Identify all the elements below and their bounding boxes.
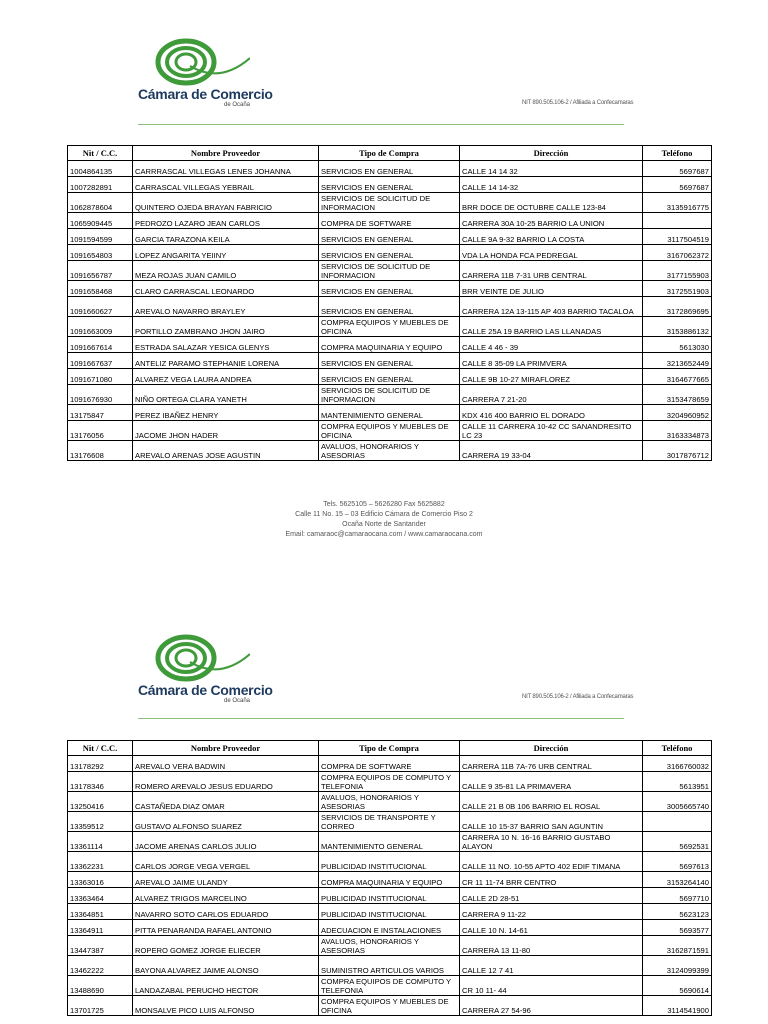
cell-direccion: CARRERA 13 11-80 xyxy=(460,936,643,956)
cell-direccion: CALLE 2D 28-51 xyxy=(460,888,643,904)
cell-telefono: 3204960952 xyxy=(643,405,712,421)
cell-direccion: CARRERA 19 33-04 xyxy=(460,441,643,461)
cell-nombre: MONSALVE PICO LUIS ALFONSO xyxy=(133,996,319,1016)
cell-telefono: 5690614 xyxy=(643,976,712,996)
col-header-telefono: Teléfono xyxy=(643,146,712,161)
cell-direccion: CALLE 25A 19 BARRIO LAS LLANADAS xyxy=(460,317,643,337)
cell-nombre: CARLOS JORGE VEGA VERGEL xyxy=(133,852,319,872)
cell-nit: 1091667637 xyxy=(68,353,133,369)
table-row xyxy=(68,904,712,920)
cell-tipo: SERVICIOS DE SOLICITUD DE INFORMACION xyxy=(319,385,460,405)
cell-nombre: PORTILLO ZAMBRANO JHON JAIRO xyxy=(133,317,319,337)
cell-tipo: SERVICIOS EN GENERAL xyxy=(319,229,460,245)
header-divider xyxy=(138,124,624,125)
cell-nombre: CLARO CARRASCAL LEONARDO xyxy=(133,281,319,297)
cell-tipo: COMPRA MAQUINARIA Y EQUIPO xyxy=(319,872,460,888)
cell-nit: 13364911 xyxy=(68,920,133,936)
brand-name: Cámara de Comercio xyxy=(138,682,273,698)
table-row xyxy=(68,772,712,792)
cell-nombre: AREVALO VERA BADWIN xyxy=(133,756,319,772)
table-header-row xyxy=(68,146,712,161)
col-header-direccion: Dirección xyxy=(460,741,643,756)
cell-tipo: COMPRA DE SOFTWARE xyxy=(319,756,460,772)
cell-telefono: 3005665740 xyxy=(643,792,712,812)
col-header-nombre: Nombre Proveedor xyxy=(133,146,319,161)
cell-nombre: AREVALO ARENAS JOSE AGUSTIN xyxy=(133,441,319,461)
brand-name: Cámara de Comercio xyxy=(138,86,273,102)
cell-telefono: 5697687 xyxy=(643,177,712,193)
cell-nombre: NAVARRO SOTO CARLOS EDUARDO xyxy=(133,904,319,920)
cell-direccion: CARRERA 10 N. 16-16 BARRIO GUSTABO ALAYON xyxy=(460,832,643,852)
cell-direccion: CALLE 21 B 0B 106 BARRIO EL ROSAL xyxy=(460,792,643,812)
table-row xyxy=(68,369,712,385)
cell-nombre: CARRASCAL VILLEGAS YEBRAIL xyxy=(133,177,319,193)
cell-nombre: MEZA ROJAS JUAN CAMILO xyxy=(133,261,319,281)
cell-telefono: 3167062372 xyxy=(643,245,712,261)
cell-direccion: CARRERA 11B 7A-76 URB CENTRAL xyxy=(460,756,643,772)
cell-nombre: ROMERO AREVALO JESUS EDUARDO xyxy=(133,772,319,792)
cell-tipo: COMPRA EQUIPOS Y MUEBLES DE OFICINA xyxy=(319,996,460,1016)
logo-rings-icon xyxy=(150,632,250,684)
cell-tipo: ADECUACION E INSTALACIONES xyxy=(319,920,460,936)
cell-nit: 13701725 xyxy=(68,996,133,1016)
cell-nombre: ESTRADA SALAZAR YESICA GLENYS xyxy=(133,337,319,353)
cell-nit: 1091654803 xyxy=(68,245,133,261)
table-row xyxy=(68,441,712,461)
col-header-tipo: Tipo de Compra xyxy=(319,741,460,756)
cell-nit: 13362231 xyxy=(68,852,133,872)
cell-nombre: LANDAZABAL PERUCHO HECTOR xyxy=(133,976,319,996)
brand-subtitle: de Ocaña xyxy=(224,698,251,704)
cell-nit: 1091663009 xyxy=(68,317,133,337)
col-header-direccion: Dirección xyxy=(460,146,643,161)
cell-tipo: COMPRA EQUIPOS Y MUEBLES DE OFICINA xyxy=(319,317,460,337)
table-row xyxy=(68,956,712,976)
cell-nombre: GUSTAVO ALFONSO SUAREZ xyxy=(133,812,319,832)
cell-direccion: BRR DOCE DE OCTUBRE CALLE 123-84 xyxy=(460,193,643,213)
cell-tipo: SERVICIOS DE SOLICITUD DE INFORMACION xyxy=(319,261,460,281)
cell-tipo: COMPRA EQUIPOS DE COMPUTO Y TELEFONIA xyxy=(319,976,460,996)
cell-nit: 13364851 xyxy=(68,904,133,920)
cell-telefono: 3135916775 xyxy=(643,193,712,213)
cell-nit: 13361114 xyxy=(68,832,133,852)
cell-direccion: KDX 416 400 BARRIO EL DORADO xyxy=(460,405,643,421)
page-2-header xyxy=(0,624,768,724)
cell-nombre: JACOME JHON HADER xyxy=(133,421,319,441)
cell-telefono: 5693577 xyxy=(643,920,712,936)
cell-telefono: 5613951 xyxy=(643,772,712,792)
cell-tipo: SERVICIOS EN GENERAL xyxy=(319,297,460,317)
cell-telefono: 3213652449 xyxy=(643,353,712,369)
providers-table-page-1 xyxy=(67,145,712,461)
table-row xyxy=(68,888,712,904)
cell-direccion: CARRERA 12A 13-115 AP 403 BARRIO TACALOA xyxy=(460,297,643,317)
table-row xyxy=(68,317,712,337)
cell-direccion: VDA LA HONDA FCA PEDREGAL xyxy=(460,245,643,261)
cell-tipo: SERVICIOS EN GENERAL xyxy=(319,369,460,385)
cell-direccion: CALLE 9B 10-27 MIRAFLOREZ xyxy=(460,369,643,385)
cell-tipo: SERVICIOS EN GENERAL xyxy=(319,353,460,369)
table-row xyxy=(68,812,712,832)
cell-nombre: ALVAREZ TRIGOS MARCELINO xyxy=(133,888,319,904)
providers-table-page-2 xyxy=(67,740,712,1016)
table-row xyxy=(68,405,712,421)
cell-tipo: SERVICIOS DE SOLICITUD DE INFORMACION xyxy=(319,193,460,213)
cell-nit: 1091671080 xyxy=(68,369,133,385)
cell-tipo: SERVICIOS EN GENERAL xyxy=(319,245,460,261)
footer-phones: Tels. 5625105 – 5626280 Fax 5625882 xyxy=(323,501,445,508)
table-row xyxy=(68,421,712,441)
cell-nombre: ANTELIZ PARAMO STEPHANIE LORENA xyxy=(133,353,319,369)
cell-telefono: 5697687 xyxy=(643,161,712,177)
cell-telefono: 3172551903 xyxy=(643,281,712,297)
cell-nombre: PITTA PENARANDA RAFAEL ANTONIO xyxy=(133,920,319,936)
cell-nit: 1065909445 xyxy=(68,213,133,229)
cell-direccion: CALLE 8 35-09 LA PRIMVERA xyxy=(460,353,643,369)
cell-nit: 13363464 xyxy=(68,888,133,904)
cell-nit: 13175847 xyxy=(68,405,133,421)
cell-nombre: PEREZ IBAÑEZ HENRY xyxy=(133,405,319,421)
table-row xyxy=(68,385,712,405)
table-row xyxy=(68,852,712,872)
table-row xyxy=(68,261,712,281)
cell-nit: 13359512 xyxy=(68,812,133,832)
table-row xyxy=(68,976,712,996)
col-header-nit: Nit / C.C. xyxy=(68,741,133,756)
cell-nombre: QUINTERO OJEDA BRAYAN FABRICIO xyxy=(133,193,319,213)
cell-nit: 13250416 xyxy=(68,792,133,812)
footer-city: Ocaña Norte de Santander xyxy=(342,521,426,528)
cell-telefono: 3153264140 xyxy=(643,872,712,888)
cell-nit: 1091660627 xyxy=(68,297,133,317)
cell-nombre: AREVALO NAVARRO BRAYLEY xyxy=(133,297,319,317)
brand-subtitle: de Ocaña xyxy=(224,102,251,108)
cell-telefono: 5613030 xyxy=(643,337,712,353)
cell-nit: 1091658468 xyxy=(68,281,133,297)
cell-direccion: CALLE 10 N. 14-61 xyxy=(460,920,643,936)
cell-telefono xyxy=(643,213,712,229)
cell-telefono: 3166760032 xyxy=(643,756,712,772)
table-row xyxy=(68,792,712,812)
cell-telefono: 3114541900 xyxy=(643,996,712,1016)
cell-nit: 1007282891 xyxy=(68,177,133,193)
nit-line: NIT 890.505.106-2 / Afiliada a Confecamaras xyxy=(522,100,634,106)
cell-telefono: 3177155903 xyxy=(643,261,712,281)
cell-telefono: 3153886132 xyxy=(643,317,712,337)
cell-nombre: AREVALO JAIME ULANDY xyxy=(133,872,319,888)
cell-nit: 1091676930 xyxy=(68,385,133,405)
cell-nombre: CARRRASCAL VILLEGAS LENES JOHANNA xyxy=(133,161,319,177)
cell-telefono: 5697613 xyxy=(643,852,712,872)
cell-telefono xyxy=(643,812,712,832)
footer-address: Calle 11 No. 15 – 03 Edificio Cámara de Comercio Piso 2 xyxy=(295,511,473,518)
cell-direccion: CARRERA 11B 7-31 URB CENTRAL xyxy=(460,261,643,281)
cell-telefono: 3164677665 xyxy=(643,369,712,385)
cell-telefono: 3162871591 xyxy=(643,936,712,956)
col-header-telefono: Teléfono xyxy=(643,741,712,756)
cell-tipo: AVALUOS, HONORARIOS Y ASESORIAS xyxy=(319,441,460,461)
cell-tipo: COMPRA DE SOFTWARE xyxy=(319,213,460,229)
cell-telefono: 5697710 xyxy=(643,888,712,904)
col-header-nit: Nit / C.C. xyxy=(68,146,133,161)
cell-tipo: AVALUOS, HONORARIOS Y ASESORIAS xyxy=(319,936,460,956)
cell-tipo: COMPRA EQUIPOS Y MUEBLES DE OFICINA xyxy=(319,421,460,441)
cell-tipo: MANTENIMIENTO GENERAL xyxy=(319,405,460,421)
cell-nombre: BAYONA ALVAREZ JAIME ALONSO xyxy=(133,956,319,976)
table-body xyxy=(68,161,712,461)
cell-telefono: 3117504519 xyxy=(643,229,712,245)
table-row xyxy=(68,245,712,261)
table-row xyxy=(68,177,712,193)
cell-direccion: CALLE 14 14-32 xyxy=(460,177,643,193)
cell-tipo: AVALUOS, HONORARIOS Y ASESORIAS xyxy=(319,792,460,812)
cell-direccion: CARRERA 9 11-22 xyxy=(460,904,643,920)
cell-tipo: SUMINISTRO ARTICULOS VARIOS xyxy=(319,956,460,976)
cell-direccion: CARRERA 7 21-20 xyxy=(460,385,643,405)
cell-nombre: CASTAÑEDA DIAZ OMAR xyxy=(133,792,319,812)
table-row xyxy=(68,353,712,369)
cell-direccion: CARRERA 27 54-96 xyxy=(460,996,643,1016)
col-header-tipo: Tipo de Compra xyxy=(319,146,460,161)
cell-direccion: CALLE 11 NO. 10-55 APTO 402 EDIF TIMANA xyxy=(460,852,643,872)
cell-direccion: CALLE 4 46 - 39 xyxy=(460,337,643,353)
cell-tipo: PUBLICIDAD INSTITUCIONAL xyxy=(319,852,460,872)
cell-nit: 1004864135 xyxy=(68,161,133,177)
cell-telefono: 3124099399 xyxy=(643,956,712,976)
cell-tipo: COMPRA MAQUINARIA Y EQUIPO xyxy=(319,337,460,353)
cell-nombre: PEDROZO LAZARO JEAN CARLOS xyxy=(133,213,319,229)
cell-nombre: ALVAREZ VEGA LAURA ANDREA xyxy=(133,369,319,385)
table-header-row xyxy=(68,741,712,756)
cell-direccion: BRR VEINTE DE JULIO xyxy=(460,281,643,297)
cell-nombre: LOPEZ ANGARITA YEIINY xyxy=(133,245,319,261)
cell-tipo: SERVICIOS EN GENERAL xyxy=(319,177,460,193)
cell-nit: 13447387 xyxy=(68,936,133,956)
table-row xyxy=(68,936,712,956)
cell-nit: 1091667614 xyxy=(68,337,133,353)
page-1-header xyxy=(0,0,768,130)
cell-nit: 1062878604 xyxy=(68,193,133,213)
cell-telefono: 5692531 xyxy=(643,832,712,852)
cell-tipo: SERVICIOS EN GENERAL xyxy=(319,161,460,177)
cell-direccion: CALLE 9 35-81 LA PRIMAVERA xyxy=(460,772,643,792)
cell-nit: 13462222 xyxy=(68,956,133,976)
table-row xyxy=(68,281,712,297)
table-row xyxy=(68,297,712,317)
cell-tipo: SERVICIOS EN GENERAL xyxy=(319,281,460,297)
table-row xyxy=(68,832,712,852)
cell-tipo: MANTENIMIENTO GENERAL xyxy=(319,832,460,852)
table-row xyxy=(68,161,712,177)
cell-telefono: 5623123 xyxy=(643,904,712,920)
page-1-footer xyxy=(0,500,768,540)
cell-nombre: GARCIA TARAZONA KEILA xyxy=(133,229,319,245)
cell-nombre: ROPERO GOMEZ JORGE ELIECER xyxy=(133,936,319,956)
logo-rings-icon xyxy=(150,36,250,88)
cell-nombre: NIÑO ORTEGA CLARA YANETH xyxy=(133,385,319,405)
nit-line: NIT 890.505.106-2 / Afiliada a Confecamaras xyxy=(522,694,634,700)
cell-nombre: JACOME ARENAS CARLOS JULIO xyxy=(133,832,319,852)
cell-nit: 1091594599 xyxy=(68,229,133,245)
cell-direccion: CALLE 14 14 32 xyxy=(460,161,643,177)
cell-tipo: SERVICIOS DE TRANSPORTE Y CORREO xyxy=(319,812,460,832)
cell-nit: 13178346 xyxy=(68,772,133,792)
cell-direccion: CALLE 9A 9-32 BARRIO LA COSTA xyxy=(460,229,643,245)
cell-nit: 13176056 xyxy=(68,421,133,441)
cell-telefono: 3172869695 xyxy=(643,297,712,317)
footer-email: Email: camaraoc@camaraocana.com / www.camaraocana.com xyxy=(285,531,483,538)
cell-direccion: CR 11 11-74 BRR CENTRO xyxy=(460,872,643,888)
table-row xyxy=(68,213,712,229)
table-row xyxy=(68,193,712,213)
table-row xyxy=(68,756,712,772)
cell-telefono: 3153478659 xyxy=(643,385,712,405)
cell-nit: 13178292 xyxy=(68,756,133,772)
table-row xyxy=(68,229,712,245)
cell-nit: 1091656787 xyxy=(68,261,133,281)
cell-tipo: PUBLICIDAD INSTITUCIONAL xyxy=(319,904,460,920)
cell-telefono: 3163334873 xyxy=(643,421,712,441)
cell-tipo: PUBLICIDAD INSTITUCIONAL xyxy=(319,888,460,904)
col-header-nombre: Nombre Proveedor xyxy=(133,741,319,756)
cell-direccion: CALLE 11 CARRERA 10-42 CC SANANDRESITO LC 23 xyxy=(460,421,643,441)
table-row xyxy=(68,337,712,353)
table-body xyxy=(68,756,712,1016)
cell-tipo: COMPRA EQUIPOS DE COMPUTO Y TELEFONIA xyxy=(319,772,460,792)
table-row xyxy=(68,996,712,1016)
header-divider xyxy=(138,718,624,719)
cell-nit: 13176608 xyxy=(68,441,133,461)
table-row xyxy=(68,920,712,936)
cell-direccion: CR 10 11- 44 xyxy=(460,976,643,996)
table-row xyxy=(68,872,712,888)
cell-nit: 13488690 xyxy=(68,976,133,996)
cell-direccion: CALLE 10 15-37 BARRIO SAN AGUNTIN xyxy=(460,812,643,832)
cell-nit: 13363016 xyxy=(68,872,133,888)
cell-telefono: 3017876712 xyxy=(643,441,712,461)
cell-direccion: CALLE 12 7 41 xyxy=(460,956,643,976)
cell-direccion: CARRERA 30A 10-25 BARRIO LA UNION xyxy=(460,213,643,229)
